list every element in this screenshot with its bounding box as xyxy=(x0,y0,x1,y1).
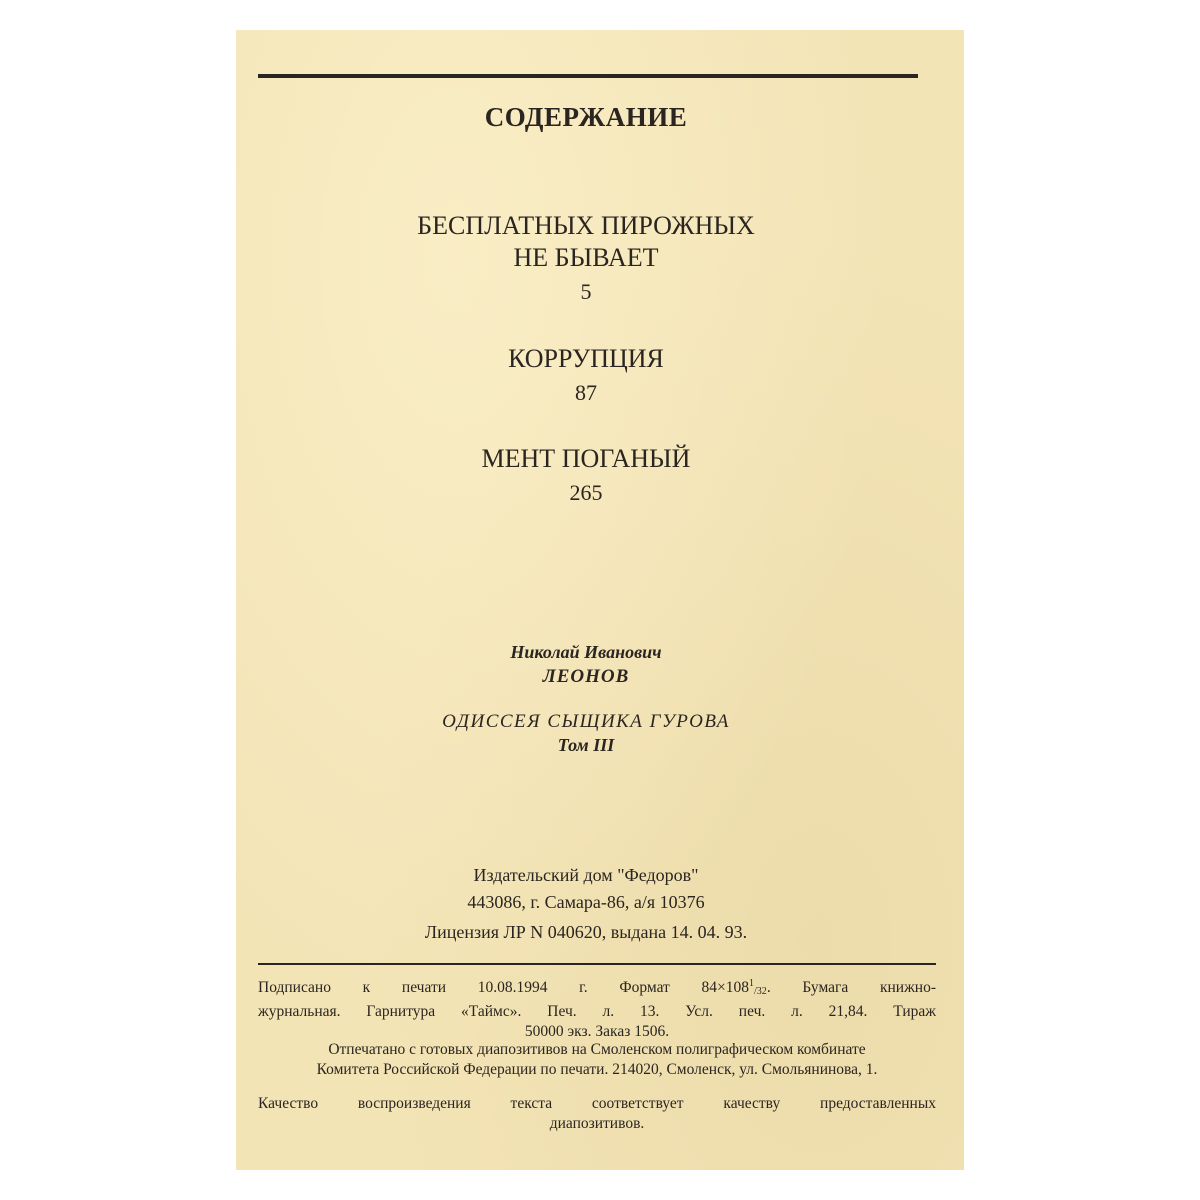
imprint-rule xyxy=(258,963,936,965)
author-first-names: Николай Иванович xyxy=(510,642,662,662)
publisher-address: 443086, г. Самара-86, а/я 10376 xyxy=(467,892,705,912)
imprint-quality-note xyxy=(258,1094,936,1134)
imprint-line: 50000 экз. Заказ 1506. xyxy=(524,1023,670,1040)
format-size: 108 xyxy=(725,979,750,996)
toc-entry-page: 5 xyxy=(580,279,592,304)
imprint-line: диапозитивов. xyxy=(549,1115,645,1132)
imprint-line: Комитета Российской Федерации по печати. 214020, Смоленск, ул. Смольянинова, 1. xyxy=(316,1061,878,1078)
book-volume: Том III xyxy=(557,735,615,755)
toc-entry-title: МЕНТ ПОГАНЫЙ xyxy=(481,444,691,473)
format-superscript: 1 xyxy=(749,978,755,989)
toc-entry-title: БЕСПЛАТНЫХ ПИРОЖНЫХ xyxy=(417,211,755,240)
imprint-signed-text: Подписано к печати 10.08.1994 г. Формат 84 xyxy=(258,979,718,996)
imprint-line: Качество воспроизведения текста соответствует качеству предоставленных xyxy=(258,1095,936,1112)
toc-entry-page: 87 xyxy=(575,380,597,405)
publisher-name: Издательский дом "Федоров" xyxy=(473,865,699,885)
toc-entry xyxy=(236,210,936,306)
publisher-license: Лицензия ЛР N 040620, выдана 14. 04. 93. xyxy=(424,922,748,942)
imprint-print-details xyxy=(258,974,936,1042)
toc-entry xyxy=(236,443,936,507)
toc-entry-title-continued: НЕ БЫВАЕТ xyxy=(513,243,659,272)
format-subscript: /32 xyxy=(754,986,767,997)
book-page xyxy=(236,30,964,1170)
top-rule xyxy=(258,74,918,78)
toc-entry-page: 265 xyxy=(569,480,603,505)
author-surname: ЛЕОНОВ xyxy=(542,666,630,687)
imprint-printer xyxy=(258,1040,936,1080)
format-times-sign: × xyxy=(717,979,726,996)
imprint-line: журнальная. Гарнитура «Таймс». Печ. л. 13. Усл. печ. л. 21,84. Тираж xyxy=(258,1003,936,1020)
toc-entry-title: КОРРУПЦИЯ xyxy=(508,344,664,373)
toc-heading: СОДЕРЖАНИЕ xyxy=(484,102,688,132)
toc-entry xyxy=(236,343,936,407)
imprint-line xyxy=(258,974,936,1002)
imprint-paper-text: . Бумага книжно- xyxy=(766,979,937,996)
book-series-title: ОДИССЕЯ СЫЩИКА ГУРОВА xyxy=(442,711,730,732)
imprint-line: Отпечатано с готовых диапозитивов на Смоленском полиграфическом комбинате xyxy=(328,1041,866,1058)
